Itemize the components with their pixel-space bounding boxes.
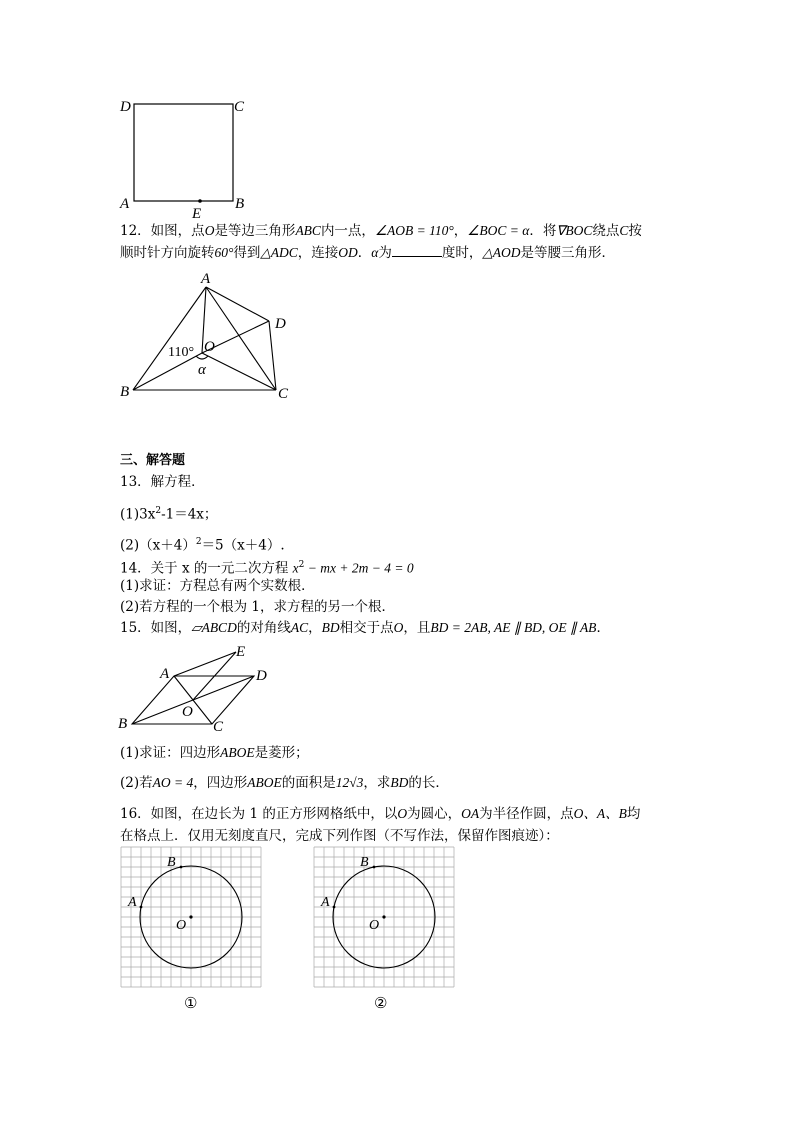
label-o: O xyxy=(176,918,187,933)
point-b xyxy=(180,866,183,869)
q12-text: ， xyxy=(453,223,468,239)
label-a: A xyxy=(120,196,130,212)
q13-part1-exponent: 2 xyxy=(155,506,162,516)
alpha-label: α xyxy=(198,362,206,378)
q14-text: 14．关于 x 的一元二次方程 xyxy=(120,560,289,577)
square-figure xyxy=(110,90,270,222)
q16-text: 均 xyxy=(626,806,641,822)
q13-part2 xyxy=(120,533,285,555)
q15-parallelogram: ▱ABCD xyxy=(191,620,237,635)
figure-caption-2: ② xyxy=(374,994,388,1012)
q15-text: 相交于点 xyxy=(339,620,394,636)
q13-part2-text: ＝5（x＋4）. xyxy=(201,537,285,554)
q12-text: 度时， xyxy=(441,245,483,261)
q15-part2-text: ，求 xyxy=(363,775,391,791)
q15-text: 的对角线 xyxy=(236,620,291,636)
point-e xyxy=(198,199,202,203)
q16-o: O xyxy=(397,806,408,821)
q13-part2-text: (2)（x＋4） xyxy=(120,537,196,554)
q12-text: 为 xyxy=(378,245,392,261)
q14-equation-exponent: 2 xyxy=(298,560,305,570)
label-o: O xyxy=(182,704,193,720)
q12-text: 顺时针方向旋转 xyxy=(120,245,215,261)
q13-part1-text: (1)3x xyxy=(120,506,156,523)
q15-condition: BD = 2AB, AE ∥ BD, OE ∥ AB xyxy=(430,620,597,635)
q12-text: 得到 xyxy=(233,245,261,261)
label-o: O xyxy=(204,339,215,355)
q16-line1 xyxy=(120,805,640,823)
q12-triangle-adc: △ADC xyxy=(260,245,298,260)
q14-title xyxy=(120,556,414,578)
q16-text: 16．如图，在边长为 1 的正方形网格纸中，以 xyxy=(120,806,398,822)
label-b: B xyxy=(235,196,245,212)
q16-text: 为圆心， xyxy=(407,806,462,822)
point-a xyxy=(333,906,336,909)
grid-figure-1 xyxy=(120,846,262,988)
label-a: A xyxy=(128,895,137,910)
q15-text: ，且 xyxy=(403,620,431,636)
q15-part1 xyxy=(120,744,309,762)
q12-line1 xyxy=(120,222,642,240)
q13-part2-exponent: 2 xyxy=(195,537,202,547)
q16-text: 为半径作圆，点 xyxy=(479,806,574,822)
q12-text: 绕点 xyxy=(592,223,620,239)
q12-o: O xyxy=(204,223,215,238)
q12-triangle-aod: △AOD xyxy=(482,245,521,260)
q12-od: OD xyxy=(338,245,358,260)
q15-part2-ao: AO = 4 xyxy=(152,775,194,790)
label-d: D xyxy=(120,99,131,115)
q15-ac: AC xyxy=(290,620,309,635)
label-c: C xyxy=(278,386,289,402)
label-b: B xyxy=(120,384,130,400)
q14-equation: − mx + 2m − 4 = 0 xyxy=(304,560,414,576)
q15-part2-text: (2)若 xyxy=(120,775,153,791)
q15-title xyxy=(120,619,610,637)
point-b xyxy=(373,866,376,869)
q12-text: ．将 xyxy=(529,223,557,239)
q16-oa: OA xyxy=(461,806,480,821)
label-c: C xyxy=(234,99,245,115)
point-o xyxy=(189,915,192,918)
q15-text: ． xyxy=(596,620,610,636)
label-d: D xyxy=(275,316,286,332)
point-a xyxy=(140,906,143,909)
q13-title: 13．解方程． xyxy=(120,474,205,490)
q15-part1-abcoe: ABOE xyxy=(220,745,255,760)
label-b: B xyxy=(118,716,128,732)
q12-text: ． xyxy=(357,245,372,261)
label-e: E xyxy=(236,644,246,660)
label-a: A xyxy=(160,666,170,682)
q12-text: 按 xyxy=(628,223,642,239)
q15-part2-text: ，四边形 xyxy=(193,775,248,791)
angle-110-label: 110° xyxy=(168,345,195,360)
q12-abc: ABC xyxy=(295,223,321,238)
grid-figure-2 xyxy=(313,846,455,988)
label-a: A xyxy=(201,271,211,287)
q15-bd: BD xyxy=(321,620,340,635)
q14-equation: x xyxy=(292,560,299,576)
section-heading: 三、解答题 xyxy=(120,453,186,468)
point-o xyxy=(382,915,385,918)
q12-alpha: α xyxy=(371,245,379,260)
figure-caption-1: ① xyxy=(184,994,198,1012)
q15-part2-text: 的面积是 xyxy=(281,775,336,791)
q14-part2: (2)若方程的一个根为 1，求方程的另一个根． xyxy=(120,599,396,615)
q16-line2: 在格点上．仅用无刻度直尺，完成下列作图（不写作法，保留作图痕迹）： xyxy=(120,828,559,844)
q12-triangle-boc: ∇BOC xyxy=(556,223,593,238)
label-c: C xyxy=(213,719,224,735)
q12-text: ，连接 xyxy=(297,245,339,261)
label-a: A xyxy=(321,895,330,910)
q15-part2-abcoe: ABOE xyxy=(247,775,282,790)
q15-part1-text: 是菱形； xyxy=(254,745,309,761)
q15-part2 xyxy=(120,774,449,792)
q14-part1: (1)求证：方程总有两个实数根． xyxy=(120,578,315,594)
q12-text: 12．如图，点 xyxy=(120,223,205,239)
square-abcd xyxy=(134,104,233,201)
q16-points: O、A、B xyxy=(573,806,627,821)
label-b: B xyxy=(167,855,176,870)
q12-60deg: 60° xyxy=(214,245,234,260)
q15-part2-bd: BD xyxy=(390,775,409,790)
parallelogram-figure xyxy=(112,640,282,736)
label-e: E xyxy=(192,206,202,222)
q15-o: O xyxy=(393,620,404,635)
label-o: O xyxy=(369,918,380,933)
q12-text: 内一点， xyxy=(320,223,375,239)
q15-text: 15．如图， xyxy=(120,620,192,636)
q15-part1-text: (1)求证：四边形 xyxy=(120,745,221,761)
label-b: B xyxy=(360,855,369,870)
answer-blank[interactable] xyxy=(392,244,442,257)
triangle-figure xyxy=(110,266,300,406)
label-d: D xyxy=(256,668,267,684)
q12-c: C xyxy=(619,223,629,238)
q12-text: 是等腰三角形． xyxy=(520,245,616,261)
q12-line2 xyxy=(120,244,615,262)
q13-part1 xyxy=(120,502,217,524)
q15-text: ， xyxy=(308,620,322,636)
q12-text: 是等边三角形 xyxy=(214,223,296,239)
q12-angle-boc: ∠BOC = α xyxy=(467,223,530,238)
q12-angle-aob: ∠AOB = 110° xyxy=(374,223,454,238)
q15-part2-area: 12√3 xyxy=(335,775,364,790)
q13-part1-text: -1＝4x； xyxy=(161,506,218,523)
q15-part2-text: 的长． xyxy=(408,775,449,791)
